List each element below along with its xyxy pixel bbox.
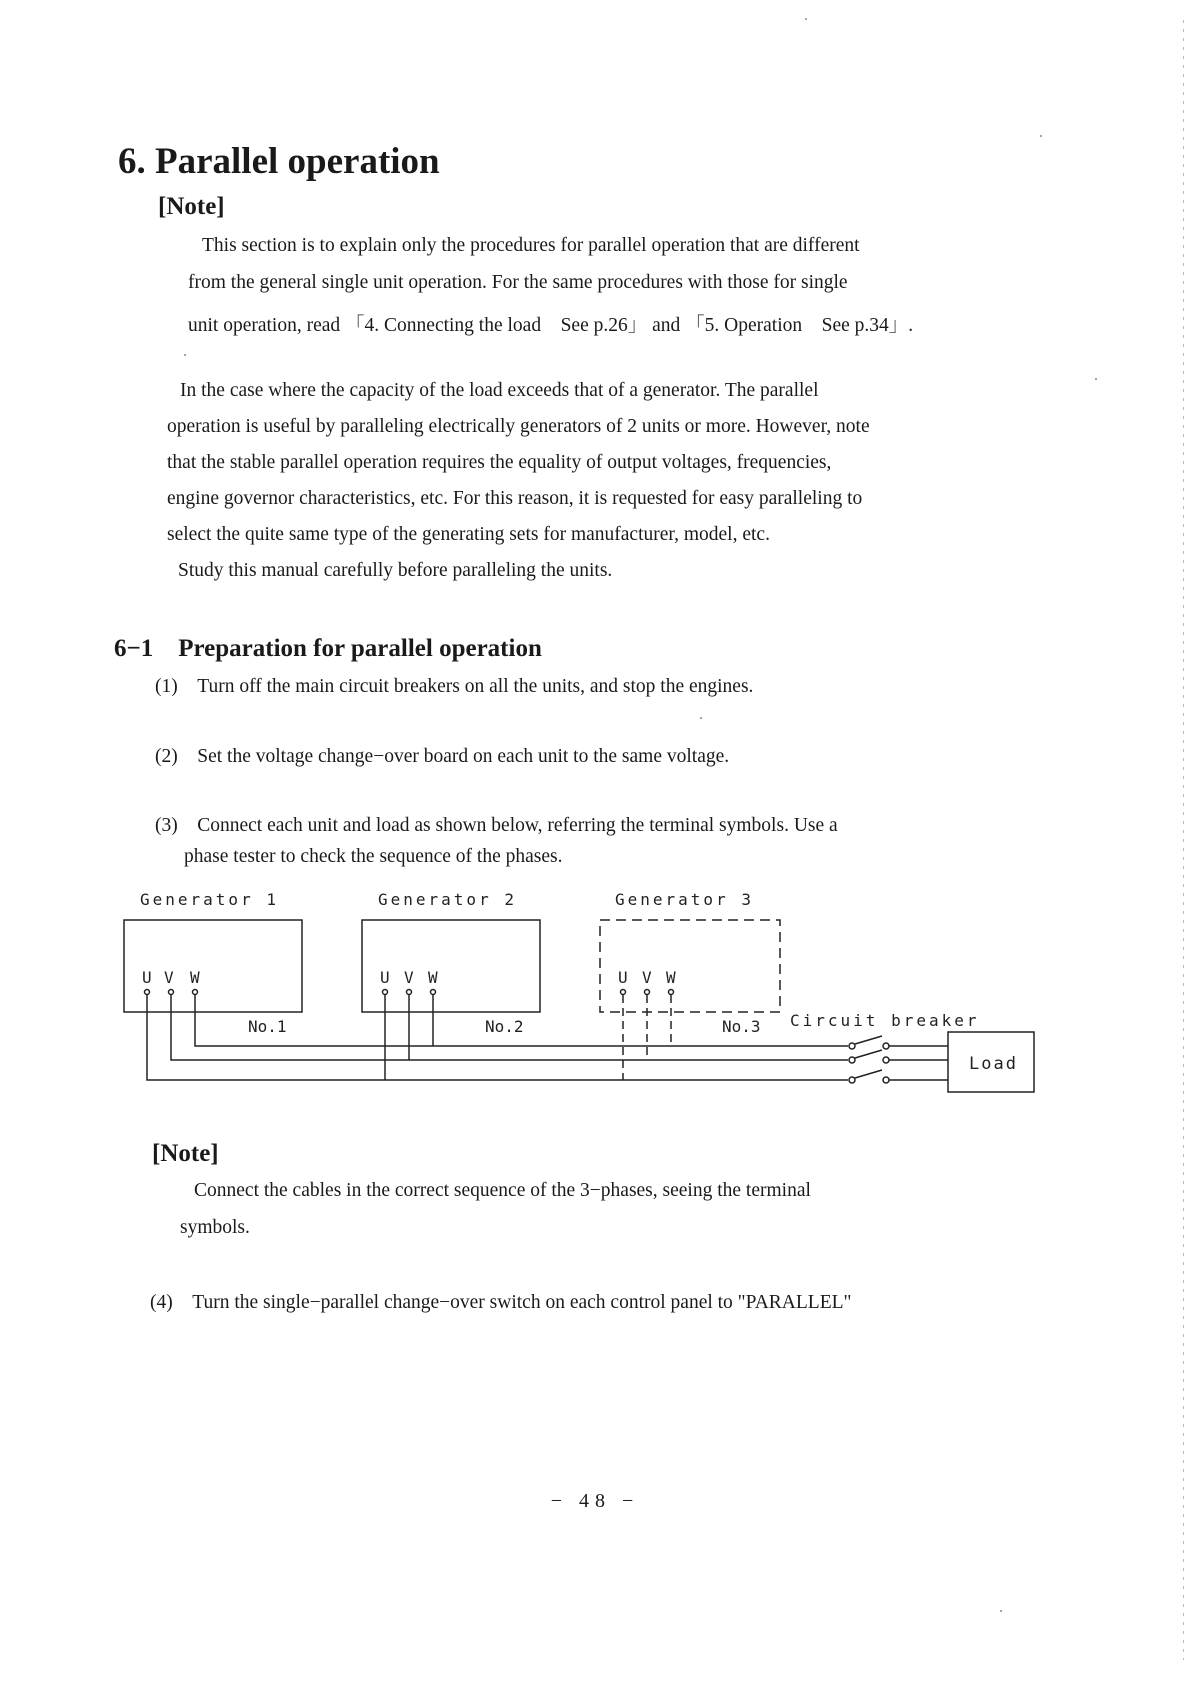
load-label: Load	[969, 1054, 1018, 1074]
note-heading: [Note]	[152, 1140, 219, 1167]
generator-1-box	[124, 920, 302, 1012]
terminal-posts	[145, 990, 674, 995]
step-1: (1) Turn off the main circuit breakers on all the units, and stop the engines.	[155, 676, 754, 697]
unit-number-3: No.3	[722, 1017, 761, 1036]
circuit-breaker-switches	[849, 1036, 948, 1083]
generator-1-label: Generator 1	[140, 890, 279, 909]
intro-line: In the case where the capacity of the load exceeds that of a generator. The parallel	[180, 380, 819, 401]
intro-line: operation is useful by paralleling electrically generators of 2 units or more. However, note	[167, 416, 870, 437]
note-line: from the general single unit operation. For the same procedures with those for single	[188, 272, 848, 293]
note-heading: [Note]	[158, 193, 225, 220]
terminal-v: V	[642, 968, 652, 987]
cable-lines	[147, 995, 848, 1080]
note-line: unit operation, read 「4. Connecting the load See p.26」 and 「5. Operation See p.34」.	[188, 315, 914, 336]
intro-line: that the stable parallel operation requires the equality of output voltages, frequencies,	[167, 452, 832, 473]
circuit-breaker-label: Circuit breaker	[790, 1011, 980, 1030]
note-line: This section is to explain only the procedures for parallel operation that are different	[202, 235, 860, 256]
generator-3-box	[600, 920, 780, 1012]
terminal-v: V	[164, 968, 174, 987]
generator-2-label: Generator 2	[378, 890, 517, 909]
step-4: (4) Turn the single−parallel change−over switch on each control panel to "PARALLEL"	[150, 1292, 852, 1313]
intro-line: Study this manual carefully before paralleling the units.	[178, 560, 613, 581]
generator-2-box	[362, 920, 540, 1012]
scan-speck	[1000, 1610, 1002, 1612]
note-line: Connect the cables in the correct sequence of the 3−phases, seeing the terminal	[194, 1180, 811, 1201]
terminal-u: U	[380, 968, 390, 987]
subsection-title: 6−1 Preparation for parallel operation	[114, 635, 542, 662]
step-3-continued: phase tester to check the sequence of the phases.	[184, 846, 563, 867]
terminal-w: W	[190, 968, 200, 987]
generator-3-label: Generator 3	[615, 890, 754, 909]
terminal-v: V	[404, 968, 414, 987]
terminal-u: U	[618, 968, 628, 987]
unit-number-1: No.1	[248, 1017, 287, 1036]
terminal-u: U	[142, 968, 152, 987]
unit-number-2: No.2	[485, 1017, 524, 1036]
section-title: 6. Parallel operation	[118, 141, 440, 182]
note-line: symbols.	[180, 1217, 250, 1238]
page-number: − 48 −	[550, 1490, 640, 1512]
intro-line: select the quite same type of the generating sets for manufacturer, model, etc.	[167, 524, 770, 545]
intro-line: engine governor characteristics, etc. For this reason, it is requested for easy paralleling to	[167, 488, 863, 509]
step-3: (3) Connect each unit and load as shown below, referring the terminal symbols. Use a	[155, 815, 838, 836]
step-2: (2) Set the voltage change−over board on each unit to the same voltage.	[155, 746, 730, 767]
terminal-w: W	[428, 968, 438, 987]
terminal-w: W	[666, 968, 676, 987]
